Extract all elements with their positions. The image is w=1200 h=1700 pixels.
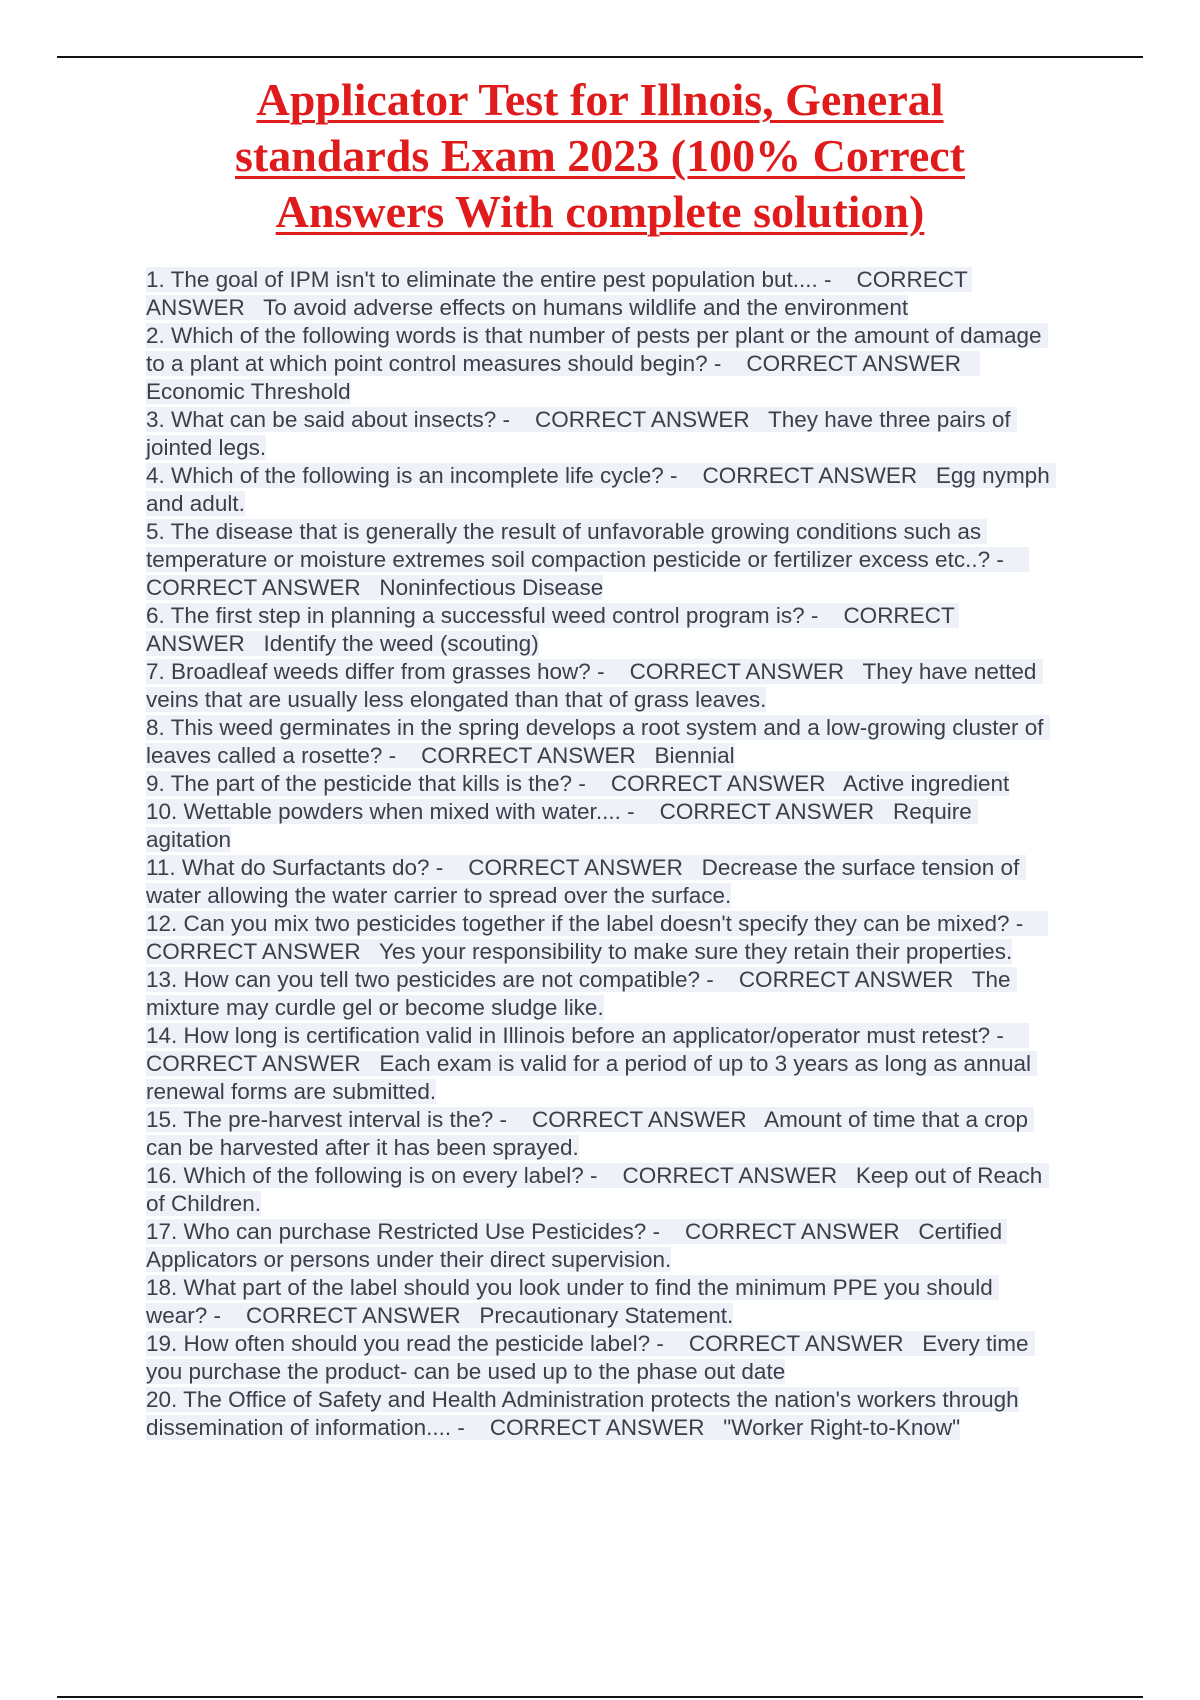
qa-list	[146, 266, 1056, 1442]
question-text: 3. What can be said about insects? -	[146, 407, 510, 432]
answer-label: CORRECT ANSWER	[468, 855, 683, 880]
question-text: 18. What part of the label should you look under to find the minimum PPE you should wear? -	[146, 1275, 1000, 1328]
answer-text: Decrease the surface tension of water allowing the water carrier to spread over the surface.	[146, 855, 1026, 908]
answer-label: CORRECT ANSWER	[610, 771, 826, 796]
answer-text: "Worker Right-to-Know"	[723, 1415, 961, 1440]
question-text: 7. Broadleaf weeds differ from grasses how? -	[146, 659, 605, 684]
question-text: 10. Wettable powders when mixed with water.... -	[146, 799, 635, 824]
answer-label: CORRECT ANSWER	[746, 351, 961, 376]
question-text: 4. Which of the following is an incomplete life cycle? -	[146, 463, 678, 488]
question-text: 14. How long is certification valid in Illinois before an applicator/operator must retest? -	[146, 1023, 1004, 1048]
answer-label: CORRECT ANSWER	[685, 1219, 900, 1244]
question-text: 17. Who can purchase Restricted Use Pesticides? -	[146, 1219, 660, 1244]
answer-text: Certified Applicators or persons under their direct supervision.	[146, 1219, 1008, 1272]
document-title: Applicator Test for Illnois, General standards Exam 2023 (100% Correct Answers With complete solution)	[235, 74, 965, 237]
answer-label: CORRECT ANSWER	[534, 407, 750, 432]
answer-text: Noninfectious Disease	[379, 575, 604, 600]
answer-label: CORRECT ANSWER	[702, 463, 918, 488]
question-text: 15. The pre-harvest interval is the? -	[146, 1107, 508, 1132]
answer-label: CORRECT ANSWER	[421, 743, 636, 768]
answer-text: They have netted veins that are usually less elongated than that of grass leaves.	[146, 659, 1043, 712]
answer-label: CORRECT ANSWER	[246, 1303, 461, 1328]
answer-label: CORRECT ANSWER	[146, 1051, 361, 1076]
answer-text: Amount of time that a crop can be harvested after it has been sprayed.	[146, 1107, 1035, 1160]
qa-item	[146, 714, 1056, 770]
answer-label: CORRECT ANSWER	[688, 1331, 904, 1356]
answer-text: Active ingredient	[842, 771, 1010, 796]
question-text: 2. Which of the following words is that number of pests per plant or the amount of damage to a plant at which point control measures should begin? -	[146, 323, 1048, 376]
qa-item	[146, 322, 1056, 406]
qa-item	[146, 266, 1056, 322]
qa-item	[146, 1330, 1056, 1386]
answer-label: CORRECT ANSWER	[146, 575, 361, 600]
answer-label: CORRECT ANSWER	[489, 1415, 705, 1440]
qa-item	[146, 1106, 1056, 1162]
question-text: 6. The first step in planning a successful weed control program is? -	[146, 603, 819, 628]
question-text: 9. The part of the pesticide that kills is the? -	[146, 771, 586, 796]
qa-item	[146, 966, 1056, 1022]
qa-item	[146, 518, 1056, 602]
answer-label: CORRECT ANSWER	[146, 267, 973, 320]
answer-text: Require agitation	[146, 799, 979, 852]
question-text: 11. What do Surfactants do? -	[146, 855, 444, 880]
question-text: 5. The disease that is generally the result of unfavorable growing conditions such as temperature or moisture extremes soil compaction pesticide or fertilizer excess etc..? -	[146, 519, 1004, 572]
top-rule	[57, 56, 1143, 58]
qa-item	[146, 1022, 1056, 1106]
qa-item	[146, 462, 1056, 518]
answer-text: To avoid adverse effects on humans wildlife and the environment	[263, 295, 909, 320]
answer-text: Yes your responsibility to make sure they retain their properties.	[378, 939, 1013, 964]
answer-text: They have three pairs of jointed legs.	[146, 407, 1017, 460]
answer-text: Precautionary Statement.	[479, 1303, 734, 1328]
question-text: 16. Which of the following is on every label? -	[146, 1163, 598, 1188]
qa-item	[146, 1162, 1056, 1218]
qa-item	[146, 1218, 1056, 1274]
question-text: 20. The Office of Safety and Health Administration protects the nation's workers through dissemination of information.... -	[146, 1387, 1019, 1440]
answer-text: Egg nymph and adult.	[146, 463, 1056, 516]
answer-label: CORRECT ANSWER	[659, 799, 875, 824]
answer-label: CORRECT ANSWER	[532, 1107, 747, 1132]
answer-text: Each exam is valid for a period of up to 3 years as long as annual renewal forms are submitted.	[146, 1051, 1038, 1104]
qa-item	[146, 1274, 1056, 1330]
qa-item	[146, 770, 1056, 798]
answer-text: Identify the weed (scouting)	[263, 631, 539, 656]
question-text: 19. How often should you read the pesticide label? -	[146, 1331, 664, 1356]
question-text: 1. The goal of IPM isn't to eliminate the entire pest population but.... -	[146, 267, 832, 292]
bottom-rule	[57, 1696, 1143, 1698]
answer-text: Biennial	[654, 743, 735, 768]
answer-text: Economic Threshold	[146, 379, 351, 404]
answer-label: CORRECT ANSWER	[622, 1163, 838, 1188]
answer-label: CORRECT ANSWER	[146, 939, 361, 964]
answer-label: CORRECT ANSWER	[629, 659, 845, 684]
qa-item	[146, 406, 1056, 462]
answer-label: CORRECT ANSWER	[146, 603, 960, 656]
question-text: 8. This weed germinates in the spring develops a root system and a low-growing cluster of leaves called a rosette? -	[146, 715, 1050, 768]
qa-item	[146, 658, 1056, 714]
question-text: 13. How can you tell two pesticides are not compatible? -	[146, 967, 714, 992]
answer-label: CORRECT ANSWER	[738, 967, 954, 992]
answer-text: The mixture may curdle gel or become sludge like.	[146, 967, 1017, 1020]
answer-text: Keep out of Reach of Children.	[146, 1163, 1049, 1216]
qa-item	[146, 602, 1056, 658]
qa-item	[146, 854, 1056, 910]
question-text: 12. Can you mix two pesticides together if the label doesn't specify they can be mixed? -	[146, 911, 1024, 936]
qa-item	[146, 1386, 1056, 1442]
answer-text: Every time you purchase the product- can be used up to the phase out date	[146, 1331, 1035, 1384]
qa-item	[146, 910, 1056, 966]
qa-item	[146, 798, 1056, 854]
